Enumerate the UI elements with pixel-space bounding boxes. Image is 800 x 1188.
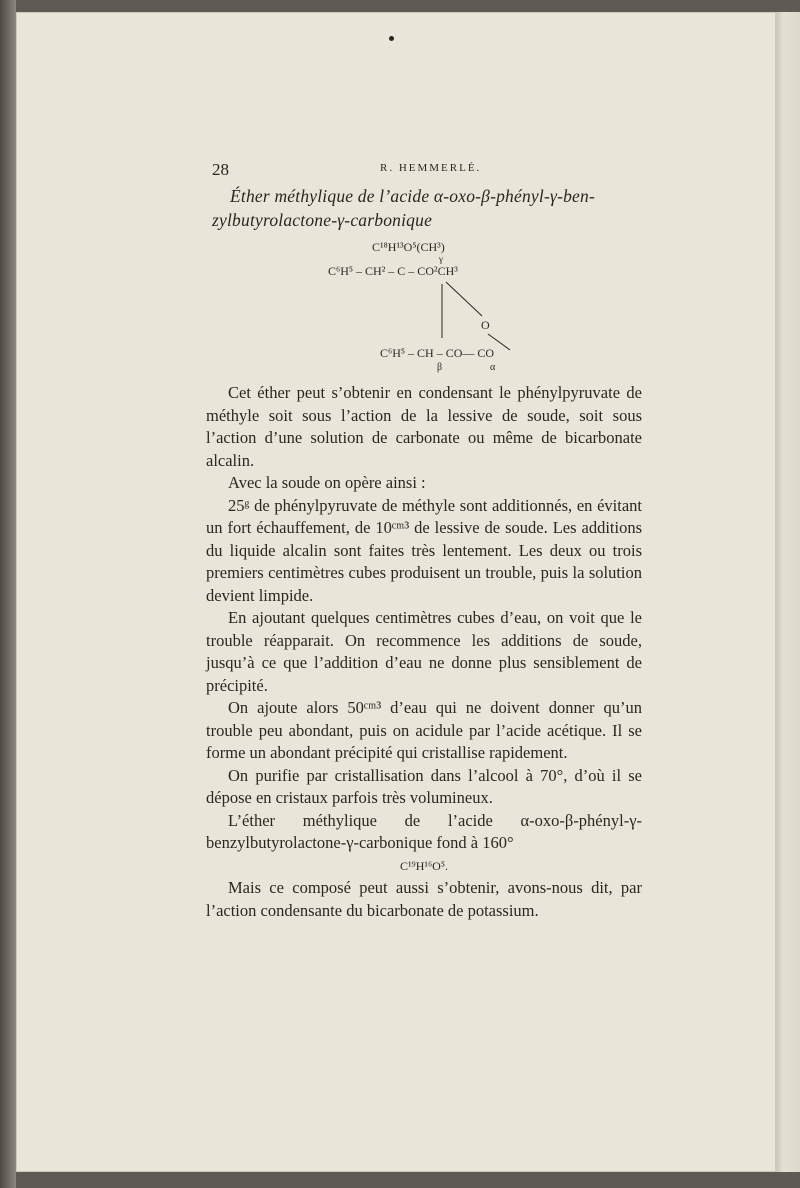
body-text: [206, 382, 642, 922]
page-number: 28: [212, 160, 229, 179]
formula-beta: β: [437, 362, 443, 373]
paragraph: Avec la soude on opère ainsi :: [228, 473, 426, 492]
title-line-2: zylbutyrolactone-γ-carbonique: [212, 210, 433, 230]
formula-row-1: C⁶H⁵ – CH² – C – CO²CH³: [328, 264, 458, 278]
paragraph: Cet éther peut s’obtenir en condensant le phénylpyruvate de méthyle soit sous l’action de la lessive de soude, soit sous l’action d’une solution de carbonate ou même de bicarbonate alcalin.: [206, 383, 642, 470]
ink-dot: [389, 36, 394, 41]
paragraph: L’éther méthylique de l’acide α-oxo-β-phényl-γ-benzylbutyrolactone-γ-carbonique fond à 160°: [206, 810, 642, 852]
formula-top: C¹⁸H¹³O⁵(CH³): [372, 240, 445, 254]
formula-alpha: α: [490, 362, 496, 373]
formula-gamma: γ: [439, 254, 443, 264]
paragraph: 25ᵍ de phénylpyruvate de méthyle sont additionnés, en évitant un fort échauffement, de 10ᶜᵐ³ de lessive de soude. Les additions du liquide alcalin sont faites très lentement. Les deux ou trois premiers centimètres cubes produisent un trouble, puis la solution devient limpide.: [206, 495, 642, 605]
paragraph: On ajoute alors 50ᶜᵐ³ d’eau qui ne doivent donner qu’un trouble peu abondant, puis on acidule par l’acide acétique. Il se forme un abondant précipité qui cristallise rapidement.: [206, 698, 642, 762]
running-head: R. HEMMERLÉ.: [380, 162, 482, 174]
structural-formula: [300, 238, 560, 378]
page-header: [212, 160, 640, 182]
formula-oxygen: O: [481, 318, 490, 332]
paragraph: On purifie par cristallisation dans l’alcool à 70°, d’où il se dépose en cristaux parfois très volumineux.: [206, 765, 642, 807]
title-line-1: Éther méthylique de l’acide α-oxo-β-phényl-γ-ben-: [230, 186, 596, 206]
page-edge: [776, 12, 800, 1172]
paragraph: En ajoutant quelques centimètres cubes d’eau, on voit que le trouble réapparait. On recommence les additions de soude, jusqu’à ce que l’addition d’eau ne donne plus sensiblement de précipité.: [206, 608, 642, 695]
scan-gutter: [0, 0, 16, 1188]
formula-row-2: C⁶H⁵ – CH – CO— CO: [380, 346, 495, 360]
paragraph: Mais ce composé peut aussi s’obtenir, avons-nous dit, par l’action condensante du bicarbonate de potassium.: [206, 878, 642, 920]
section-title: [212, 184, 640, 232]
molecular-formula: C¹⁹H¹⁶O⁵.: [399, 858, 449, 873]
